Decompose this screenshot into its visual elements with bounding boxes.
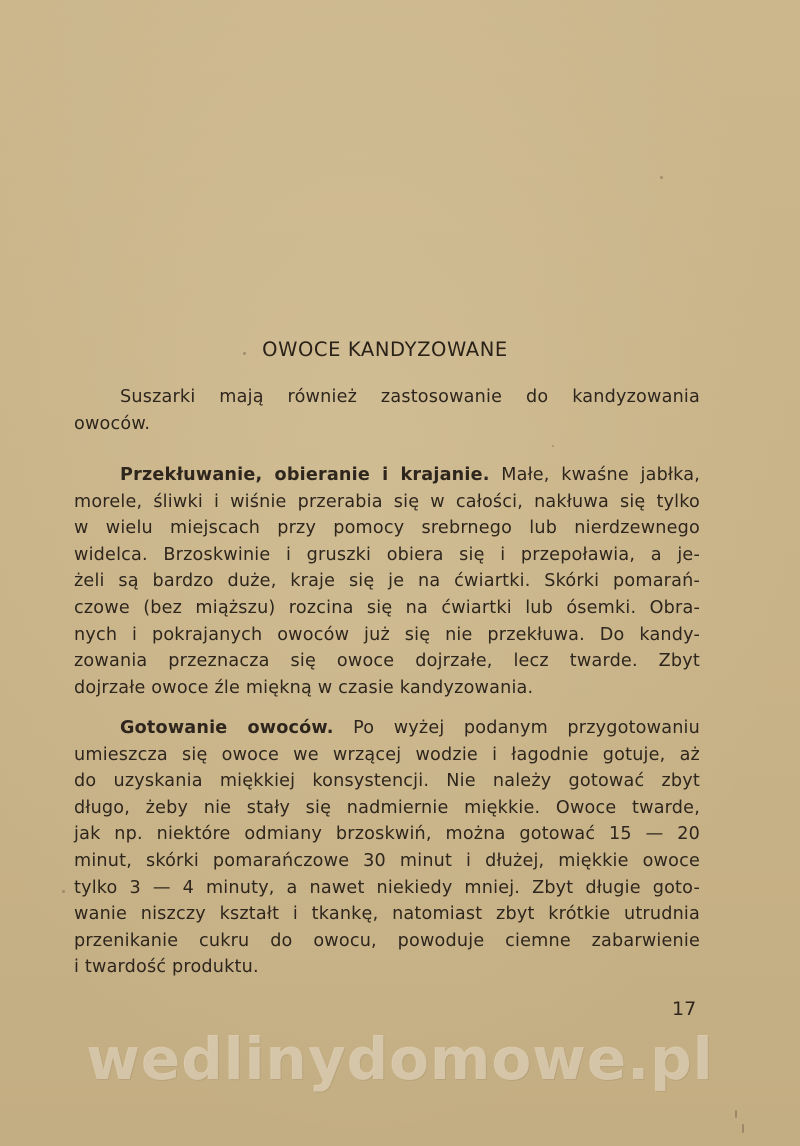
text-line: dojrzałe owoce źle miękną w czasie kandyzowania. xyxy=(74,677,534,698)
text-fragment: Po wyżej podanym przygotowaniu xyxy=(333,718,700,738)
paper-speck xyxy=(62,890,65,893)
section-cooking-paragraph xyxy=(74,715,700,981)
text-line: do uzyskania miękkiej konsystencji. Nie należy gotować zbyt xyxy=(74,771,700,792)
text-line: Suszarki mają również zastosowanie do kandyzowania xyxy=(120,387,700,407)
text-line: zowania przeznacza się owoce dojrzałe, lecz twarde. Zbyt xyxy=(74,651,700,672)
text-line: czowe (bez miąższu) rozcina się na ćwiartki lub ósemki. Obra- xyxy=(74,597,700,618)
paper-speck xyxy=(735,1110,737,1118)
paper-speck xyxy=(552,445,554,447)
section-heading: Przekłuwanie, obieranie i krajanie. xyxy=(120,465,490,485)
text-line: tylko 3 — 4 minuty, a nawet niekiedy mniej. Zbyt długie goto- xyxy=(74,877,700,898)
text-line: w wielu miejscach przy pomocy srebrnego lub nierdzewnego xyxy=(74,518,700,539)
text-line: wanie niszczy kształt i tkankę, natomiast zbyt krótkie utrudnia xyxy=(74,904,700,925)
page-number: 17 xyxy=(672,998,697,1020)
text-line: przenikanie cukru do owocu, powoduje ciemne zabarwienie xyxy=(74,930,700,951)
text-line: jak np. niektóre odmiany brzoskwiń, można gotować 15 — 20 xyxy=(74,824,700,845)
text-line: żeli są bardzo duże, kraje się je na ćwiartki. Skórki pomarań- xyxy=(74,571,700,592)
text-fragment: Małe, kwaśne jabłka, xyxy=(489,465,700,485)
text-line: owoców. xyxy=(74,413,151,434)
paper-speck xyxy=(742,1124,744,1133)
text-line: morele, śliwki i wiśnie przerabia się w całości, nakłuwa się tylko xyxy=(74,491,700,512)
text-line: długo, żeby nie stały się nadmiernie miękkie. Owoce twarde, xyxy=(74,797,700,818)
section-first-line xyxy=(74,462,700,489)
text-line: umieszcza się owoce we wrzącej wodzie i łagodnie gotuje, aż xyxy=(74,744,700,765)
intro-paragraph xyxy=(74,384,700,437)
section-cutting-paragraph xyxy=(74,462,700,701)
text-line: nych i pokrajanych owoców już się nie przekłuwa. Do kandy- xyxy=(74,624,700,645)
section-heading: Gotowanie owoców. xyxy=(120,718,334,738)
text-line: minut, skórki pomarańczowe 30 minut i dłużej, miękkie owoce xyxy=(74,850,700,871)
section-first-line xyxy=(74,715,700,742)
text-line: widelca. Brzoskwinie i gruszki obiera się i przepoławia, a je- xyxy=(74,544,700,565)
watermark: wedlinydomowe.pl xyxy=(86,1025,714,1093)
page-title: OWOCE KANDYZOWANE xyxy=(262,338,508,361)
text-line: i twardość produktu. xyxy=(74,957,259,978)
paper-speck xyxy=(660,176,663,179)
